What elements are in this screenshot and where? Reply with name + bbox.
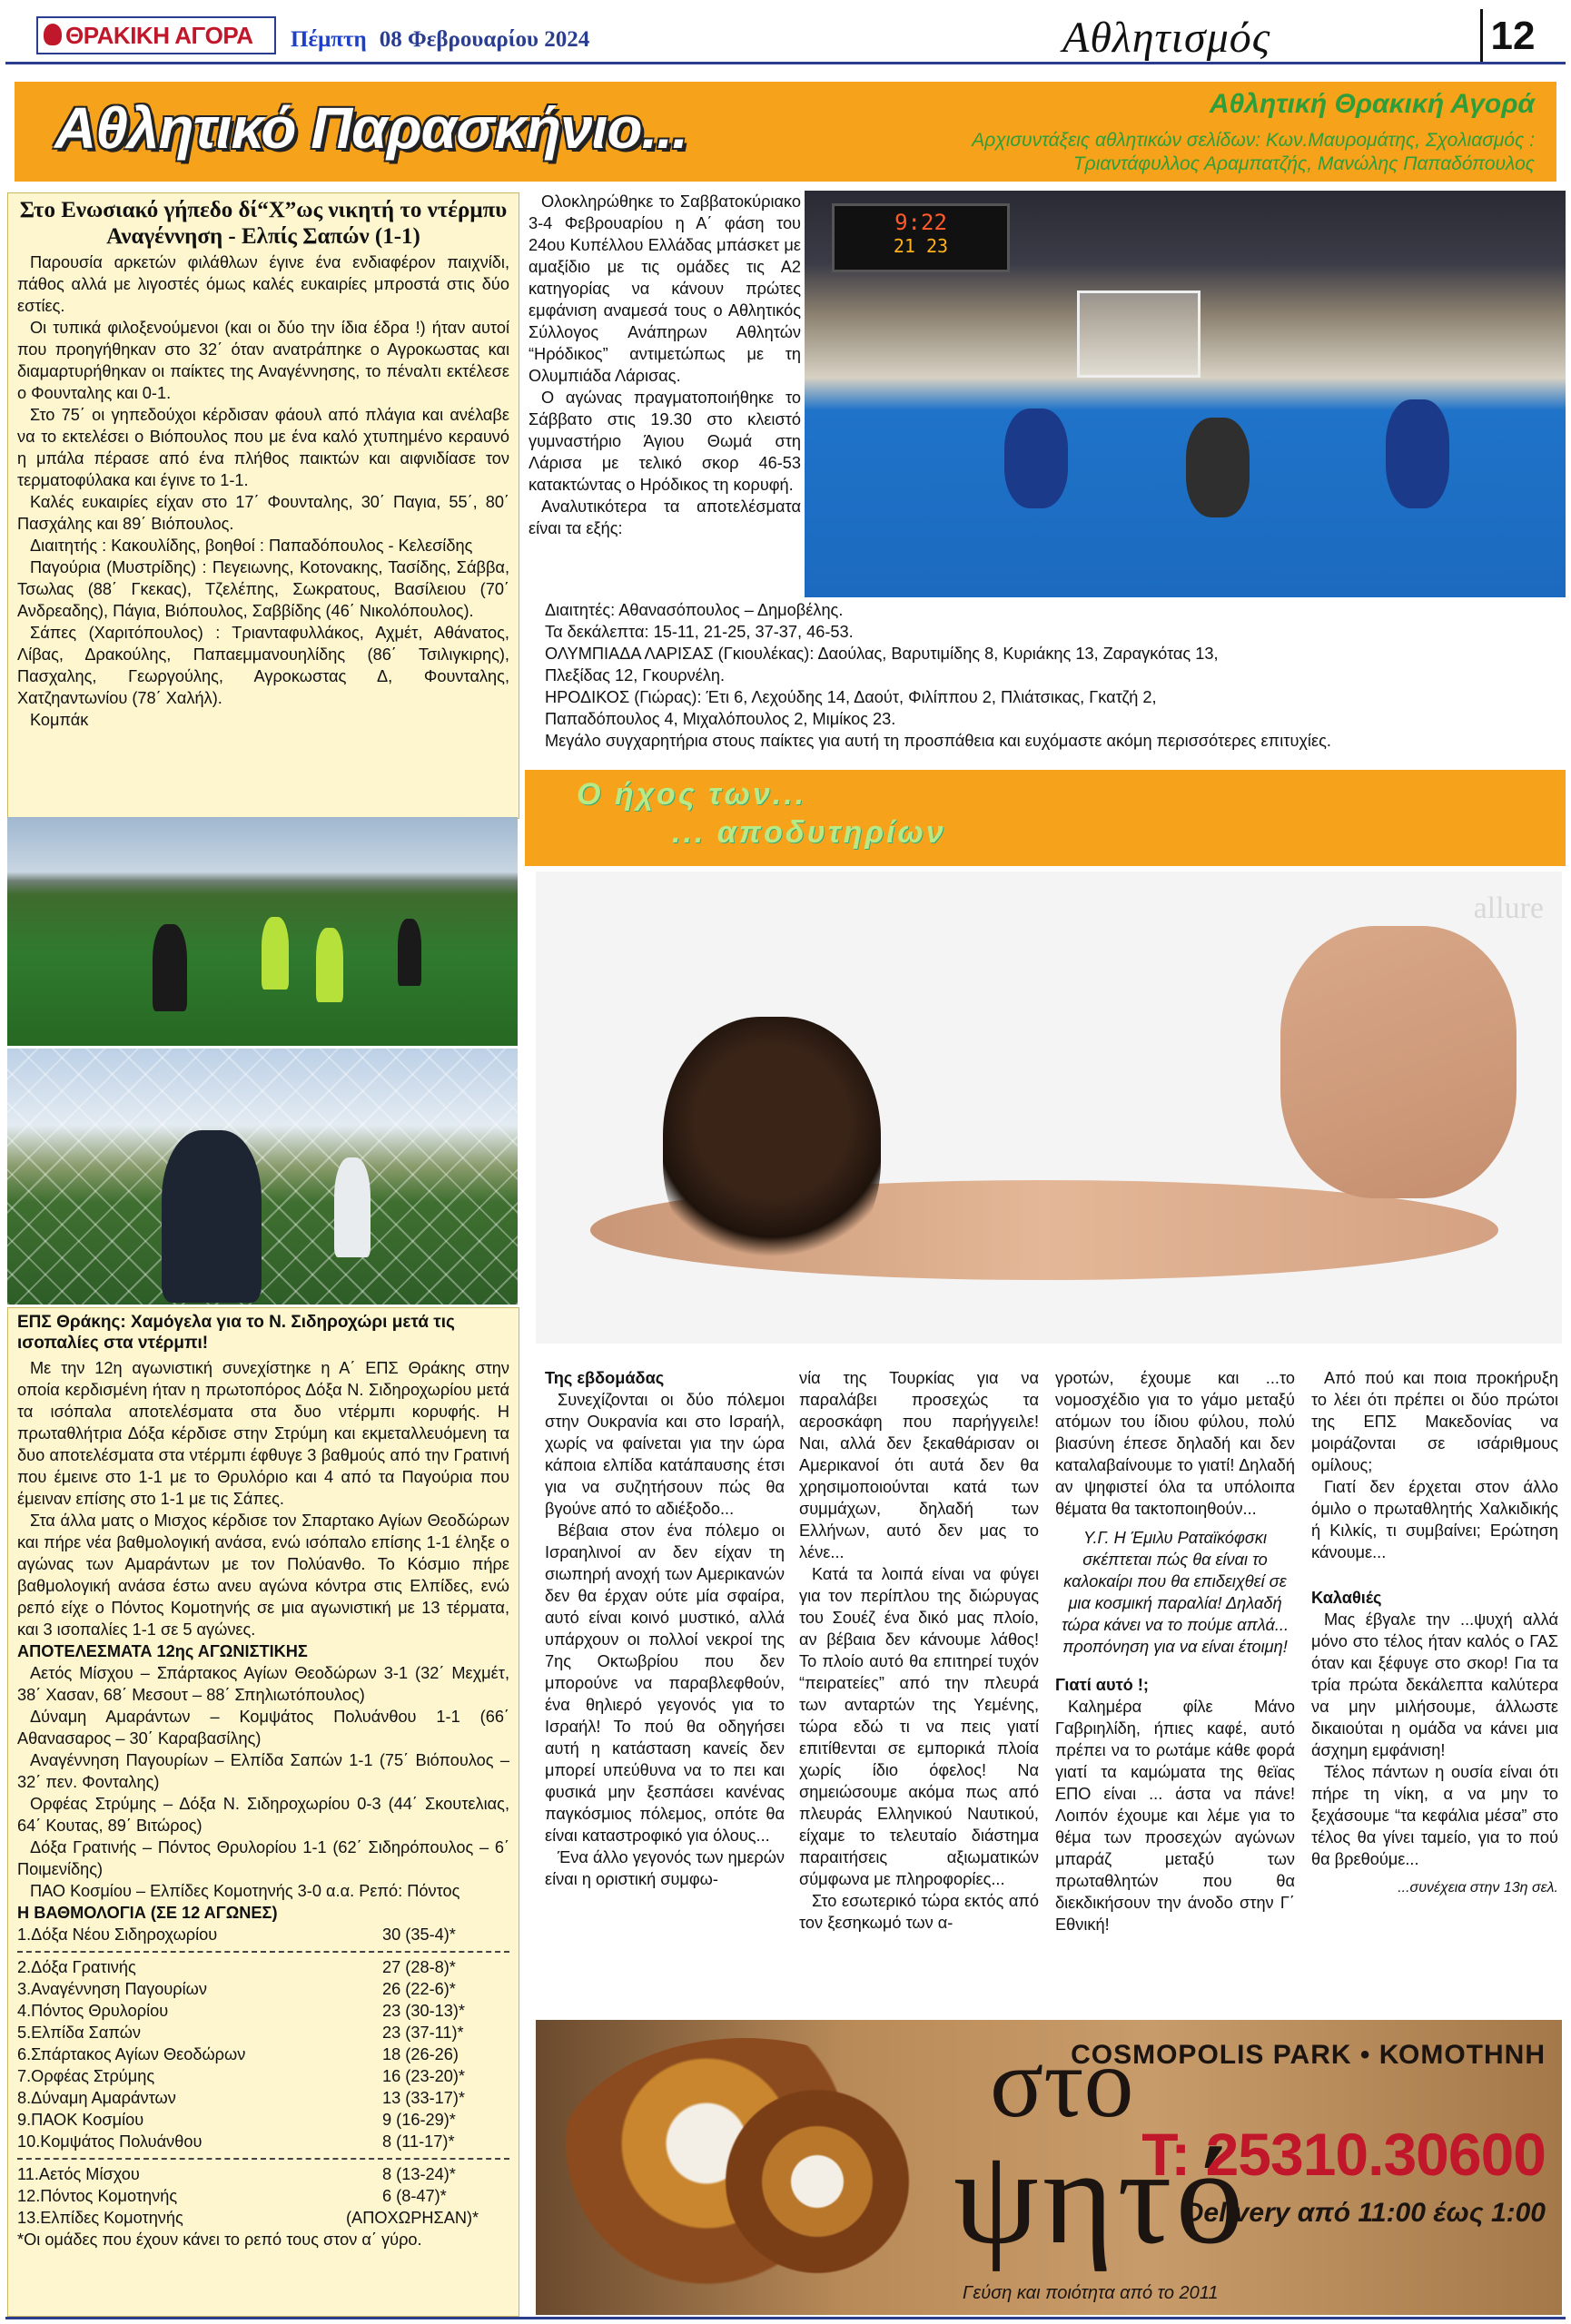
team-points: 16 (23-20)* — [382, 2067, 465, 2085]
player-figure — [1004, 409, 1068, 508]
article-eps-thrakis — [7, 1307, 519, 2317]
player-figure — [1386, 399, 1449, 508]
logo-text: ΘΡΑΚΙΚΗ ΑΓΟΡΑ — [65, 21, 253, 49]
article-derby-body — [17, 251, 509, 731]
issue-day: Πέμπτη — [291, 27, 367, 52]
paragraph: Οι τυπικά φιλοξενούμενοι (και οι δύο την ίδια έδρα !) ήταν αυτοί που προηγήθηκαν στο 32΄ όταν ανατράπηκε ο Αγροκωστας και διαμαρτυρήθηκαν οι παίκτες της Αναγέννησης, το πέναλτι εκτέλεσε ο Φουνταλης και 0-1. — [17, 319, 509, 402]
team-points: 18 (26-26) — [382, 2045, 459, 2063]
result-line: ΠΑΟ Κοσμίου – Ελπίδες Κομοτηνής 3-0 α.α. Ρεπό: Πόντος — [30, 1882, 460, 1900]
standings-row — [17, 2163, 509, 2185]
paragraph: Ο αγώνας πραγματοποιήθηκε το Σάββατο στις 19.30 στο κλειστό γυμναστήριο Άγιου Θωμά στη Λάρισα με τελικό σκορ 46-53 κατακτώντας ο Ηρόδικος τη κορυφή. — [529, 389, 801, 494]
result-line: Μεγάλο συγχαρητήρια στους παίκτες για αυτή τη προσπάθεια και ευχόμαστε ακόμη περισσότερες επιτυχίες. — [545, 732, 1331, 750]
article-eps-headline: ΕΠΣ Θράκης: Χαμόγελα για το Ν. Σιδηροχώρι μετά τις ισοπαλίες στα ντέρμπι! — [17, 1313, 455, 1353]
team-name: 8.Δύναμη Αμαράντων — [17, 2089, 176, 2107]
ad-brand-name: ψητό — [953, 2122, 1248, 2272]
ad-brand-prefix: στο — [990, 2027, 1134, 2138]
standings-row — [17, 2185, 509, 2207]
player-figure — [262, 917, 289, 990]
model-legs — [1280, 926, 1517, 1198]
paragraph: Βέβαια στον ένα πόλεμο οι Ισραηλινοί αν δεν είχαν τη σιωπηρή ανοχή των Αμερικανών δεν θα έρχαν ούτε μία σφαίρα, αυτό είναι κοινό μυστικό, αλλά υπάρχουν οι πολλοί νεκροί της 7ης Οκτωβρίου που δεν μπορούνε να παραβλεφθούν, ένα θηλιερό γεγονός για το Ισραήλ! Το πού θα οδηγήσει αυτή η κατάσταση κανείς δεν μπορεί υπεύθυνα να το πει και φυσικά μην ξεσπάσει κανένας παγκόσμιος πόλεμος, οπότε θα είναι καταστροφικό για όλους... — [545, 1521, 785, 1845]
paragraph: Παρουσία αρκετών φιλάθλων έγινε ένα ενδιαφέρον παιχνίδι, πάθος αλλά με λιγοστές όμως καλές ευκαιρίες μπροστά στις δύο εστίες. — [17, 253, 509, 315]
result-line: Αναγέννηση Παγουρίων – Ελπίδα Σαπών 1-1 (75΄ Βιόπουλος – 32΄ πεν. Φονταλης) — [17, 1751, 509, 1791]
basket-backboard — [1077, 290, 1200, 378]
player-figure — [153, 924, 187, 1011]
standings-divider — [17, 2158, 509, 2160]
standings-divider — [17, 1951, 509, 1953]
masthead-logo — [36, 16, 276, 54]
ad-location: COSMOPOLIS PARK • ΚΟΜΟΤΗΝΗ — [1071, 2040, 1546, 2070]
standings-row — [17, 2000, 509, 2022]
gossip-heading: Γιατί αυτό !; — [1055, 1676, 1149, 1694]
team-name: 1.Δόξα Νέου Σιδηροχωρίου — [17, 1925, 218, 1944]
result-line: Δύναμη Αμαράντων – Κομψάτος Πολυάνθου 1-1 (66΄ Αθανασαρος – 30΄ Καραβασίλης) — [17, 1708, 509, 1748]
banner-credits — [972, 129, 1535, 176]
paragraph: Καλές ευκαιρίες είχαν στο 17΄ Φουνταλης, 30΄ Παγια, 55΄, 80΄ Πασχάλης και 89΄ Βιόπουλος. — [17, 493, 509, 533]
team-name: 3.Αναγέννηση Παγουρίων — [17, 1980, 207, 1998]
player-figure — [334, 1157, 371, 1257]
scoreboard-time: 9:22 — [894, 210, 947, 235]
standings-row — [17, 2065, 509, 2087]
ad-phone[interactable]: T: 25310.30600 — [1141, 2121, 1546, 2188]
banner-credits-line2: Τριαντάφυλλος Αραμπατζής, Μανώλης Παπαδόπουλος — [1072, 153, 1535, 174]
gossip-postscript: Υ.Γ. Η Έμιλυ Ραταϊκόφσκι σκέπτεται πώς θα είναι το καλοκαίρι που θα επιδειχθεί σε μια κοσμική παραλία! Δηλαδή τώρα κάνει να το πούμε απλά... προπόνηση για να είναι έτοιμη! — [1061, 1529, 1289, 1656]
team-name: 9.ΠΑΟΚ Κοσμίου — [17, 2111, 144, 2129]
paragraph: Με την 12η αγωνιστική συνεχίστηκε η Α΄ ΕΠΣ Θράκης στην οποία κερδισμένη ήταν η πρωτοπόρος Δόξα Ν. Σιδηροχωρίου μετά τα ισόπαλα αποτελέσματα στα δυο ντέρμπι κορυφής. Η πρωταθλήτρια Δόξα κέρδισε στην Στρύμη και εκμεταλλευόμενη τα δυο αποτελέσματα στα ντέρμπι έφθυγε 3 βαθμούς από την Γρατινή που έμεινε στο 1-1 με το Θρυλόριο και 4 από τα Παγούρια που έμειναν επίσης στο 1-1 με τις Σάπες. — [17, 1359, 509, 1508]
paragraph: Ολοκληρώθηκε το Σαββατοκύριακο 3-4 Φεβρουαρίου η Α΄ φάση του 24ου Κυπέλλου Ελλάδας μπάσκετ με αμαξίδιο με τις ομάδες τις Α2 κατηγορίας να κάνουν πρώτες εμφάνιση αναμεσά τους ο Αθλητικός Σύλλογος Ανάπηρων Αθλητών “Ηρόδικος” αντιμετώπως με τη Ολυμπιάδα Λάρισας. — [529, 192, 801, 385]
gossip-column-4 — [1311, 1367, 1558, 1899]
wheelchair-basketball-photo — [805, 191, 1566, 597]
paragraph: Συνεχίζονται οι δύο πόλεμοι στην Ουκρανία και στο Ισραήλ, χωρίς να φαίνεται για την ώρα κάποια ελπίδα κατάπαυσης έτσι για να συζητήσουν πώς θα βγούνε από το αδιέξοδο... — [545, 1391, 785, 1518]
scoreboard — [832, 203, 1010, 272]
team-points: 30 (35-4)* — [382, 1925, 456, 1944]
paragraph: Ένα άλλο γεγονός των ημερών είναι η οριστική συμφω- — [545, 1848, 785, 1888]
basketball-article — [529, 191, 801, 539]
result-line: Δόξα Γρατινής – Πόντος Θρυλορίου 1-1 (62΄ Σιδηρόπουλος – 6΄ Ποιμενίδης) — [17, 1838, 509, 1878]
standings-row — [17, 2131, 509, 2152]
results-title: ΑΠΟΤΕΛΕΣΜΑΤΑ 12ης ΑΓΩΝΙΣΤΙΚΗΣ — [17, 1642, 308, 1660]
gossip-column-1 — [545, 1367, 785, 1890]
model-photo — [536, 872, 1562, 1344]
player-figure — [316, 928, 343, 1002]
standings-row — [17, 1956, 509, 1978]
paragraph: γροτών, έχουμε και ...το νομοσχέδιο για το γάμο μεταξύ ατόμων του ίδιου φύλου, πολύ βιασύνη έπεσε δηλαδή και δεν καταλαβαίνουμε το γιατί! Δηλαδή αν ψηφιστεί όλα τα υπόλοιπα θέματα θα τακτοποιηθούν... — [1055, 1369, 1295, 1518]
player-figure — [398, 919, 421, 986]
photo-watermark: allure — [1473, 891, 1544, 925]
header-rule — [5, 62, 1566, 64]
team-name: 12.Πόντος Κομοτηνής — [17, 2187, 178, 2205]
standings-row — [17, 2207, 509, 2229]
football-match-photo — [7, 817, 518, 1046]
result-line: Τα δεκάλεπτα: 15-11, 21-25, 37-37, 46-53. — [545, 623, 854, 641]
banner-credits-line1: Αρχισυντάξεις αθλητικών σελίδων: Κων.Μαυρομάτης, Σχολιασμός : — [972, 130, 1535, 151]
team-points: (ΑΠΟΧΩΡΗΣΑΝ)* — [346, 2209, 479, 2227]
result-line: Πλεξίδας 12, Γκουρνέλη. — [545, 666, 726, 684]
team-points: 8 (13-24)* — [382, 2165, 456, 2183]
gossip-column-2 — [799, 1367, 1039, 1934]
standings-row — [17, 2043, 509, 2065]
team-points: 26 (22-6)* — [382, 1980, 456, 1998]
locker-room-title-2: ... αποδυτηρίων — [672, 815, 946, 850]
issue-date-text: 08 Φεβρουαρίου 2024 — [379, 27, 590, 52]
result-line: Αετός Μίσχου – Σπάρτακος Αγίων Θεοδώρων 3-1 (32΄ Μεχμέτ, 38΄ Χασαν, 68΄ Μεσουτ – 88΄ Σπηλιωτόπουλος) — [17, 1664, 509, 1704]
model-hair — [663, 1017, 881, 1280]
paragraph: Τέλος πάντων η ουσία είναι ότι πήρε τη νίκη, α να μην το ξεχάσουμε “τα κεφάλια μέσα” στο τέλος θα γίνει ταμείο, για το πού θα βρεθούμε... — [1311, 1763, 1558, 1868]
team-name: 7.Ορφέας Στρύμης — [17, 2067, 155, 2085]
section-title: Αθλητισμός — [1062, 14, 1271, 62]
fence-spectators-photo — [7, 1049, 518, 1305]
team-points: 8 (11-17)* — [382, 2132, 455, 2151]
banner-title: Αθλητικό Παρασκήνιο... — [54, 95, 687, 161]
result-line: ΟΛΥΜΠΙΑΔΑ ΛΑΡΙΣΑΣ (Γκιουλέκας): Δαούλας, Βαρυτιμίδης 8, Κυριάκης 13, Ζαραγκότας 13, — [545, 645, 1219, 663]
team-name: 11.Αετός Μίσχου — [17, 2165, 140, 2183]
paragraph: Στα άλλα ματς ο Μισχος κέρδισε τον Σπαρτακο Αγίων Θεοδώρων και πήρε νέα βαθμολογική ανάσα, ενώ ισόπαλο επίσης 1-1 έληξε ο αγώνας των Αμαράντων με τον Πολύανθο. Το Κόσμιο πήρε βαθμολογική ανάσα έστω ανευ αγώνα κόντρα στις Ελπίδες, ενώ ρεπό είχε ο Πόντος Κομοτηνής σε μια αγωνιστική με 13 τέρματα, και 3 ισοπαλίες 1-1 σε 5 αγώνες. — [17, 1512, 509, 1639]
result-line: ΗΡΟΔΙΚΟΣ (Γιώρας): Έτι 6, Λεχούδης 14, Δαούτ, Φιλίππου 2, Πλιάτσικας, Γκατζή 2, — [545, 688, 1157, 706]
standings-row — [17, 2022, 509, 2043]
standings-row — [17, 1978, 509, 2000]
paragraph: Στο 75΄ οι γηπεδούχοι κέρδισαν φάουλ από πλάγια και ανέλαβε να το εκτελέσει ο Βιόπουλος που με ένα καλό χτυπημένο κεραυνό η μπάλα πέρασε από ένα πλήθος παικτών και αιφνιδίασε τον τερματοφύλακα και έγινε το 1-1. — [17, 406, 509, 489]
gossip-column-3 — [1055, 1367, 1295, 1935]
footer-rule — [5, 2317, 1566, 2319]
team-points: 13 (33-17)* — [382, 2089, 465, 2107]
spectator-figure — [162, 1130, 262, 1303]
player-figure — [1186, 418, 1250, 517]
team-points: 27 (28-8)* — [382, 1958, 456, 1976]
paragraph: Αναλυτικότερα τα αποτελέσματα είναι τα εξής: — [529, 497, 801, 537]
paragraph: Κατά τα λοιπά είναι να φύγει για τον περίπλου της διώρυγας του Σουέζ ένα δικό μας πλοίο, αν βέβαια δεν κάνουμε λάθος! Το πλοίο αυτό θα επιτηρεί τυχόν “πειρατείες” από την πλευρά των ανταρτών της Υεμένης, τώρα εδώ τι να πεις γιατί επιτίθενται σε εμπορικά πλοία χωρίς ίδιο όφελος! Να σημειώσουμε ακόμα πως από πλευράς Ελληνικού Ναυτικού, είχαμε το τελευταίο διάστημα παραιτήσεις αξιωματικών σύμφωνα με πληροφορίες... — [799, 1565, 1039, 1888]
result-line: Διαιτητές: Αθανασόπουλος – Δημοβέλης. — [545, 601, 844, 619]
paragraph: Από πού και ποια προκήρυξη το λέει ότι πρέπει οι δύο πρώτοι της ΕΠΣ Μακεδονίας να μοιράζονται σε ισάριθμους ομίλους; — [1311, 1369, 1558, 1474]
result-line: Ορφέας Στρύμης – Δόξα Ν. Σιδηροχωρίου 0-3 (44΄ Σκουτελιας, 64΄ Κουτας, 89΄ Βιτώρος) — [17, 1795, 509, 1835]
article-eps-body — [17, 1357, 509, 2250]
issue-date — [291, 27, 589, 53]
team-name: 10.Κομψάτος Πολυάνθου — [17, 2132, 203, 2151]
gossip-heading: Της εβδομάδας — [545, 1369, 665, 1387]
page-number: 12 — [1480, 9, 1543, 64]
team-points: 23 (30-13)* — [382, 2002, 465, 2020]
team-points: 9 (16-29)* — [382, 2111, 456, 2129]
standings-title: Η ΒΑΘΜΟΛΟΓΙΑ (ΣΕ 12 ΑΓΩΝΕΣ) — [17, 1904, 278, 1922]
continued-link[interactable]: ...συνέχεια στην 13η σελ. — [1398, 1880, 1558, 1896]
paragraph: Διαιτητής : Κακουλίδης, βοηθοί : Παπαδόπουλος - Κελεσίδης — [30, 537, 473, 555]
paragraph: Στο εσωτερικό τώρα εκτός από τον ξεσηκωμό των α- — [799, 1892, 1039, 1932]
team-name: 2.Δόξα Γρατινής — [17, 1958, 136, 1976]
locker-room-title-1: Ο ήχος των... — [577, 777, 807, 812]
ad-slogan: Γεύση και ποιότητα από το 2011 — [963, 2283, 1219, 2303]
team-points: 6 (8-47)* — [382, 2187, 447, 2205]
basketball-results — [545, 599, 1562, 752]
standings-footnote: *Οι ομάδες που έχουν κάνει το ρεπό τους στον α΄ γύρο. — [17, 2230, 422, 2249]
team-name: 13.Ελπίδες Κομοτηνής — [17, 2209, 183, 2227]
banner-subtitle: Αθλητική Θρακική Αγορά — [1209, 89, 1535, 119]
article-derby-headline: Στο Ενωσιακό γήπεδο δί“Χ”ως νικητή το ντέρμπυ Αναγέννηση - Ελπίς Σαπών (1-1) — [19, 198, 508, 249]
result-line: Παπαδόπουλος 4, Μιχαλόπουλος 2, Μιμίκος 23. — [545, 710, 896, 728]
author: Κομπάκ — [30, 711, 89, 729]
team-points: 23 (37-11)* — [382, 2024, 464, 2042]
paragraph: Καλημέρα φίλε Μάνο Γαβριηλίδη, ήπιες καφέ, αυτό πρέπει να το ρωτάμε κάθε φορά γιατί τα καμώματα της θεϊας ΕΠΟ είναι ... άστα να πάνε! Λοιπόν έχουμε και λέμε για το θέμα των προσεχών αγώνων μπαράζ μεταξύ των πρωταθλητών που θα διεκδικήσουν την άνοδο στην Γ΄ Εθνική! — [1055, 1698, 1295, 1934]
souvlaki-image — [681, 2083, 953, 2301]
team-name: 5.Ελπίδα Σαπών — [17, 2024, 142, 2042]
paragraph: Παγούρια (Μυστρίδης) : Πεγειωνης, Κοτονακης, Τασίδης, Σάββα, Τσωλας (88΄ Γκεκας), Τζελέπης, Σωκρατους, Βασίλειου (70΄ Ανδρεαδης), Πάγια, Βιόπουλος, Σαββίδης (46΄ Νικολόπουλος). — [17, 558, 509, 620]
standings-row — [17, 1924, 509, 1945]
team-name: 4.Πόντος Θρυλορίου — [17, 2002, 169, 2020]
article-derby — [7, 192, 519, 819]
logo-flag-icon — [44, 24, 62, 45]
paragraph: Σάπες (Χαριτόπουλος) : Τριανταφυλλάκος, Αχμέτ, Αθάνατος, Λίβας, Δρακούλης, Παπαεμμανουηλίδης (86΄ Τσιλιγκιρης), Πασχαλης, Γεωργούλης, Αγροκωστας Δ, Φουνταλης, Χατζηαντωνίου (78΄ Χαλήλ). — [17, 624, 509, 707]
standings-row — [17, 2087, 509, 2109]
standings-row — [17, 2109, 509, 2131]
paragraph: νία της Τουρκίας για να παραλάβει προσεχώς τα αεροσκάφη που παρήγγειλε! Ναι, αλλά δεν ξεκαθάρισαν οι Αμερικανοί ότι αυτά δεν θα χρησιμοποιούνται κατά των συμμάχων, δηλαδή των Ελλήνων, αυτό δεν μας το λένε... — [799, 1369, 1039, 1561]
ad-delivery-hours: Delivery από 11:00 έως 1:00 — [1183, 2198, 1546, 2228]
paragraph: Μας έβγαλε την ...ψυχή αλλά μόνο στο τέλος ήταν καλός ο ΓΑΣ όταν και ξέφυγε στο σκορ! Για τα τρία πρώτα δεκάλεπτα καλύτερα να μην μιλήσουμε, άλλωστε δικαιούται η ομάδα να κάνει μια άσχημη εμφάνιση! — [1311, 1610, 1558, 1759]
paragraph: Γιατί δεν έρχεται στον άλλο όμιλο ο πρωταθλητής Χαλκιδικής ή Κιλκίς, τι συμβαίνει; Ερώτηση κάνουμε... — [1311, 1478, 1558, 1561]
gossip-heading: Καλαθιές — [1311, 1589, 1382, 1607]
restaurant-ad[interactable] — [536, 2020, 1562, 2315]
team-name: 6.Σπάρτακος Αγίων Θεοδώρων — [17, 2045, 246, 2063]
scoreboard-score: 21 23 — [893, 235, 949, 257]
